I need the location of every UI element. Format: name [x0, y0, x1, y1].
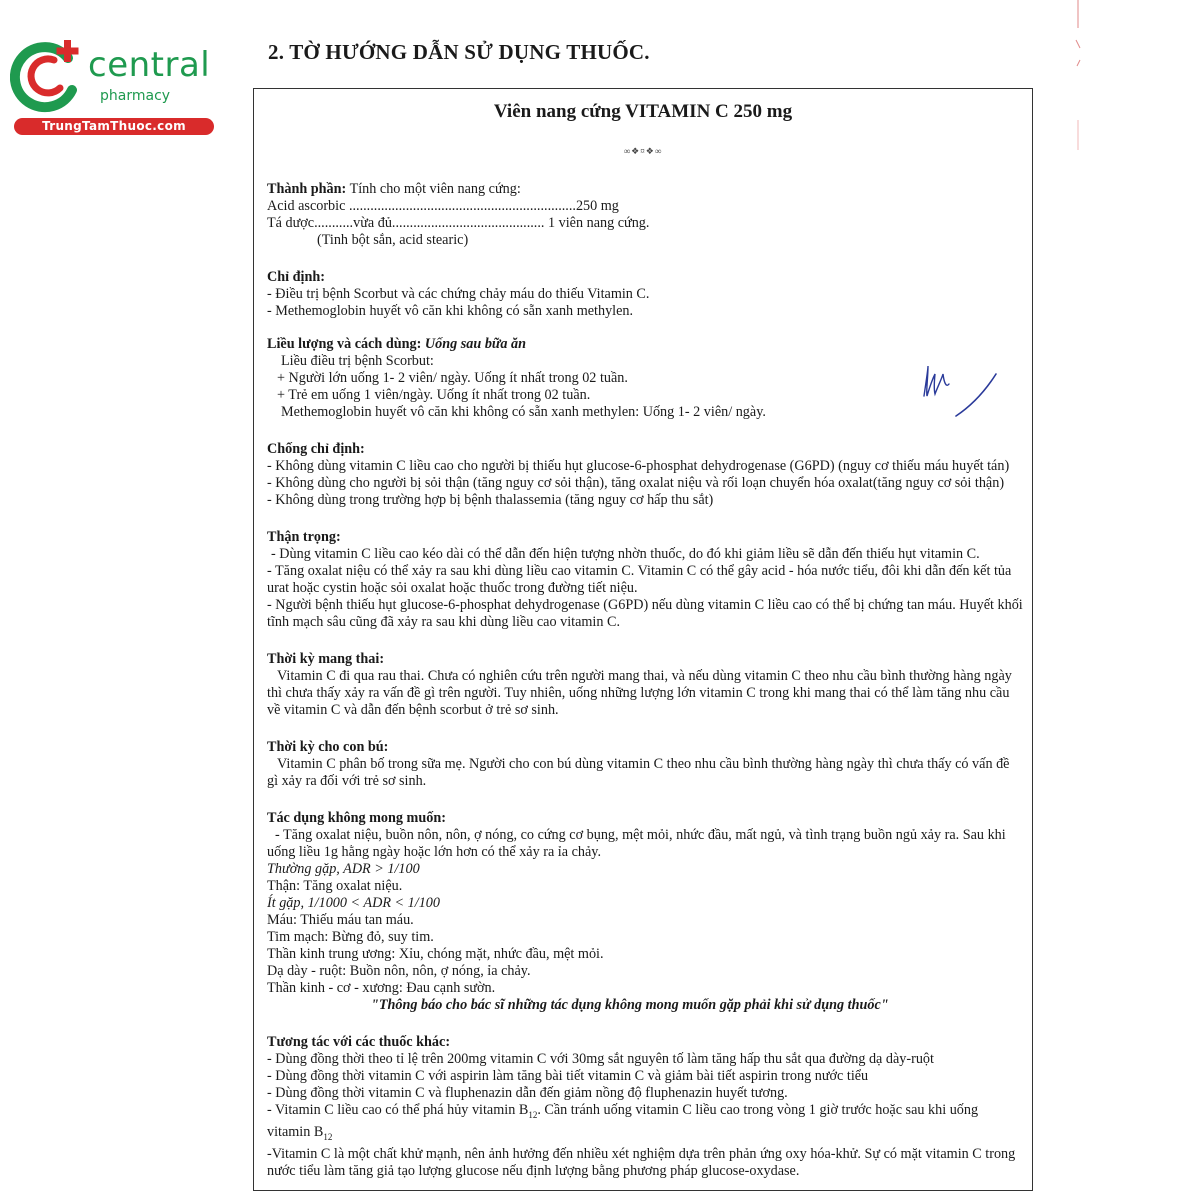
dosage-label: Liều lượng và cách dùng: [267, 336, 422, 352]
document-title: Viên nang cứng VITAMIN C 250 mg [493, 101, 793, 122]
section-lactation [267, 739, 1024, 790]
site-url-badge[interactable]: TrungTamThuoc.com [14, 118, 214, 135]
leaflet-content [267, 181, 1024, 1180]
composition-label: Thành phần: [267, 181, 347, 197]
section-pregnancy [267, 651, 1024, 719]
brand-subtitle: pharmacy [100, 88, 171, 104]
section-indications [267, 269, 1024, 320]
section-composition [267, 181, 1024, 249]
dosage-line: Methemoglobin huyết vô căn khi không có sẵn xanh methylen: Uống 1- 2 viên/ ngày. [281, 404, 766, 420]
dosage-line: Liều điều trị bệnh Scorbut: [281, 353, 434, 369]
composition-active: Acid ascorbic ................................................................250 mg [267, 198, 619, 214]
list-item: - Người bệnh thiếu hụt glucose-6-phosphat dehydrogenase (G6PD) nếu dùng vitamin C liều cao có thể bị chứng tan máu. Huyết khối tĩnh mạch sâu cũng đã xảy ra sau khi dùng liều cao vitamin C. [267, 597, 1023, 630]
section-precautions [267, 529, 1024, 631]
lactation-label: Thời kỳ cho con bú: [267, 739, 389, 755]
side-effects-common: Thận: Tăng oxalat niệu. [267, 878, 403, 894]
side-effects-label: Tác dụng không mong muốn: [267, 810, 446, 826]
list-item: Thần kinh - cơ - xương: Đau cạnh sườn. [267, 980, 496, 996]
composition-intro: Tính cho một viên nang cứng: [349, 181, 521, 197]
list-item: - Không dùng vitamin C liều cao cho người bị thiếu hụt glucose-6-phosphat dehydrogenase (G6PD) (nguy cơ thiếu máu huyết tán) [267, 458, 1010, 474]
title-ornament: ∞❖¤❖∞ [623, 146, 663, 156]
section-contraindications [267, 441, 1024, 509]
list-item: Máu: Thiếu máu tan máu. [267, 912, 414, 928]
list-item: - Dùng vitamin C liều cao kéo dài có thể dẫn đến hiện tượng nhờn thuốc, do đó khi giảm liều sẽ dẫn đến thiếu hụt vitamin C. [271, 546, 980, 562]
list-item: Tim mạch: Bừng đỏ, suy tim. [267, 929, 434, 945]
page-heading: 2. TỜ HƯỚNG DẪN SỬ DỤNG THUỐC. [268, 40, 650, 64]
dosage-line: + Trẻ em uống 1 viên/ngày. Uống ít nhất trong 02 tuần. [277, 387, 591, 403]
list-item: Dạ dày - ruột: Buồn nôn, nôn, ợ nóng, ỉa chảy. [267, 963, 531, 979]
interactions-label: Tương tác với các thuốc khác: [267, 1034, 451, 1050]
section-side-effects [267, 810, 1024, 1014]
lactation-text: Vitamin C phân bố trong sữa mẹ. Người cho con bú dùng vitamin C theo nhu cầu bình thường hàng ngày thì chưa thấy có vấn đề gì xảy ra đối với trẻ sơ sinh. [267, 756, 1010, 789]
section-interactions [267, 1034, 1024, 1180]
list-item: - Không dùng trong trường hợp bị bệnh thalassemia (tăng nguy cơ hấp thu sắt) [267, 492, 714, 508]
dosage-label-italic: Uống sau bữa ăn [424, 336, 527, 352]
list-item: - Điều trị bệnh Scorbut và các chứng chảy máu do thiếu Vitamin C. [267, 286, 650, 302]
section-dosage [267, 336, 1024, 421]
composition-excipient-detail: (Tinh bột sắn, acid stearic) [317, 232, 469, 248]
list-item: - Dùng đồng thời vitamin C và fluphenazin dẫn đến giảm nồng độ fluphenazin huyết tương. [267, 1085, 788, 1101]
logo-mark-icon [10, 38, 90, 118]
list-item: Thần kinh trung ương: Xỉu, chóng mặt, nhức đầu, mệt mỏi. [267, 946, 604, 962]
composition-excipient: Tá dược...........vừa đủ........................................... 1 viên nang cứng. [267, 215, 650, 231]
dosage-line: + Người lớn uống 1- 2 viên/ ngày. Uống ít nhất trong 02 tuần. [277, 370, 628, 386]
scan-margin-marks [1068, 0, 1088, 160]
precautions-label: Thận trọng: [267, 529, 341, 545]
side-effects-uncommon-label: Ít gặp, 1/1000 < ADR < 1/100 [267, 895, 440, 911]
leaflet-document [253, 88, 1033, 1191]
list-item: - Dùng đồng thời theo tỉ lệ trên 200mg vitamin C với 30mg sắt nguyên tố làm tăng hấp thu sắt qua đường dạ dày-ruột [267, 1051, 934, 1067]
side-effects-intro: - Tăng oxalat niệu, buồn nôn, nôn, ợ nóng, co cứng cơ bụng, mệt mỏi, nhức đầu, mất ngủ, và tình trạng buồn ngủ xảy ra. Sau khi uống liều 1g hằng ngày hoặc lớn hơn có thể xảy ra ỉa chảy. [267, 827, 1006, 860]
pregnancy-text: Vitamin C đi qua rau thai. Chưa có nghiên cứu trên người mang thai, và nếu dùng vitamin C theo nhu cầu bình thường hàng ngày thì chưa thấy xảy ra vấn đề gì trên người. Tuy nhiên, uống những lượng lớn vitamin C trong khi mang thai có thể làm tăng nhu cầu về vitamin C và dẫn đến bệnh scorbut ở trẻ sơ sinh. [267, 668, 1012, 718]
interaction-b12: - Vitamin C liều cao có thể phá hủy vitamin $B_{12}$. Cần tránh uống vitamin C liều cao trong vòng 1 giờ trước hoặc sau khi uống vitamin $B_{12}$ [267, 1102, 979, 1142]
list-item: - Dùng đồng thời vitamin C với aspirin làm tăng bài tiết vitamin C và giảm bài tiết aspirin trong nước tiểu [267, 1068, 869, 1084]
central-pharmacy-logo[interactable] [10, 38, 215, 138]
list-item: - Methemoglobin huyết vô căn khi không có sẵn xanh methylen. [267, 303, 634, 319]
pregnancy-label: Thời kỳ mang thai: [267, 651, 385, 667]
signature-icon [916, 352, 1006, 422]
indications-label: Chỉ định: [267, 269, 325, 285]
list-item: - Không dùng cho người bị sỏi thận (tăng nguy cơ sỏi thận), tăng oxalat niệu và rối loạn chuyển hóa oxalat(tăng nguy cơ sỏi thận) [267, 475, 1005, 491]
interaction-last: -Vitamin C là một chất khử mạnh, nên ảnh hưởng đến nhiều xét nghiệm dựa trên phản ứng oxy hóa-khử. Sự có mặt vitamin C trong nước tiểu làm tăng giả tạo lượng glucose nếu định lượng bằng phương pháp glucose-oxydase. [267, 1145, 1016, 1179]
side-effects-common-label: Thường gặp, ADR > 1/100 [267, 861, 420, 877]
list-item: - Tăng oxalat niệu có thể xảy ra sau khi dùng liều cao vitamin C. Vitamin C có thể gây acid - hóa nước tiểu, đôi khi dẫn đến kết tủa urat hoặc cystin hoặc sỏi oxalat hoặc thuốc trong đường tiết niệu. [267, 563, 1012, 596]
side-effects-notice: "Thông báo cho bác sĩ những tác dụng không mong muốn gặp phải khi sử dụng thuốc" [371, 997, 889, 1013]
contraindications-label: Chống chỉ định: [267, 441, 365, 457]
brand-name: central [88, 45, 211, 85]
